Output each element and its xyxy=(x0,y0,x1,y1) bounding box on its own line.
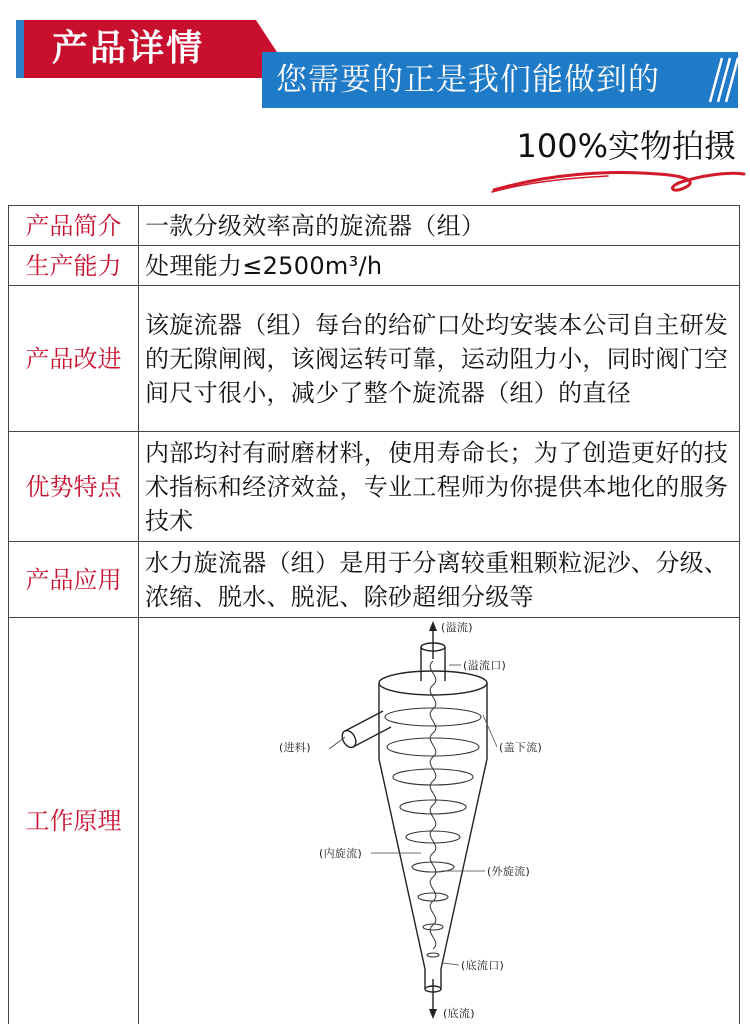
tab-title: 产品详情 xyxy=(52,28,205,69)
table-row xyxy=(9,432,740,542)
label-overflow: (溢流) xyxy=(441,621,473,634)
row-value: 处理能力≤2500m³/h xyxy=(139,246,740,286)
overflow-arrow xyxy=(429,621,437,659)
header-banner xyxy=(0,0,750,205)
red-swoosh-decoration xyxy=(488,160,748,200)
photo-note: 100%实物拍摄 xyxy=(516,127,736,165)
table-row xyxy=(9,206,740,246)
label-cap-flow: (盖下流) xyxy=(499,741,543,754)
row-label: 产品简介 xyxy=(9,206,139,246)
table-row xyxy=(9,542,740,618)
label-feed: (进料) xyxy=(279,741,311,754)
row-value: 水力旋流器（组）是用于分离较重粗颗粒泥沙、分级、浓缩、脱水、脱泥、除砂超细分级等 xyxy=(139,542,740,618)
spec-table xyxy=(8,205,740,1024)
underflow-arrow xyxy=(429,979,437,1019)
row-label: 产品改进 xyxy=(9,286,139,432)
diagram-cell xyxy=(139,618,740,1024)
inner-vortex xyxy=(430,661,436,949)
stripes-decoration xyxy=(700,56,738,104)
label-inner-vortex: (内旋流) xyxy=(319,847,363,860)
row-value: 内部均衬有耐磨材料，使用寿命长；为了创造更好的技术指标和经济效益，专业工程师为你提供本地化的服务技术 xyxy=(139,432,740,542)
hydrocyclone-diagram xyxy=(139,619,739,1023)
table-row xyxy=(9,618,740,1024)
row-label: 优势特点 xyxy=(9,432,139,542)
row-value: 该旋流器（组）每台的给矿口处均安装本公司自主研发的无隙闸阀，该阀运转可靠，运动阻力小，同时阀门空间尺寸很小，减少了整个旋流器（组）的直径 xyxy=(139,286,740,432)
row-label: 工作原理 xyxy=(9,618,139,1024)
banner-edge xyxy=(16,20,24,78)
label-underflow: (底流) xyxy=(443,1007,475,1020)
label-outer-vortex: (外旋流) xyxy=(487,865,531,878)
label-overflow-port: (溢流口) xyxy=(463,659,507,672)
table-row xyxy=(9,286,740,432)
row-label: 生产能力 xyxy=(9,246,139,286)
slogan: 您需要的正是我们能做到的 xyxy=(276,62,660,98)
table-row xyxy=(9,246,740,286)
feed-pipe xyxy=(339,711,391,750)
row-value: 一款分级效率高的旋流器（组） xyxy=(139,206,740,246)
row-label: 产品应用 xyxy=(9,542,139,618)
label-underflow-port: (底流口) xyxy=(461,959,505,972)
leader-lines xyxy=(329,665,497,965)
